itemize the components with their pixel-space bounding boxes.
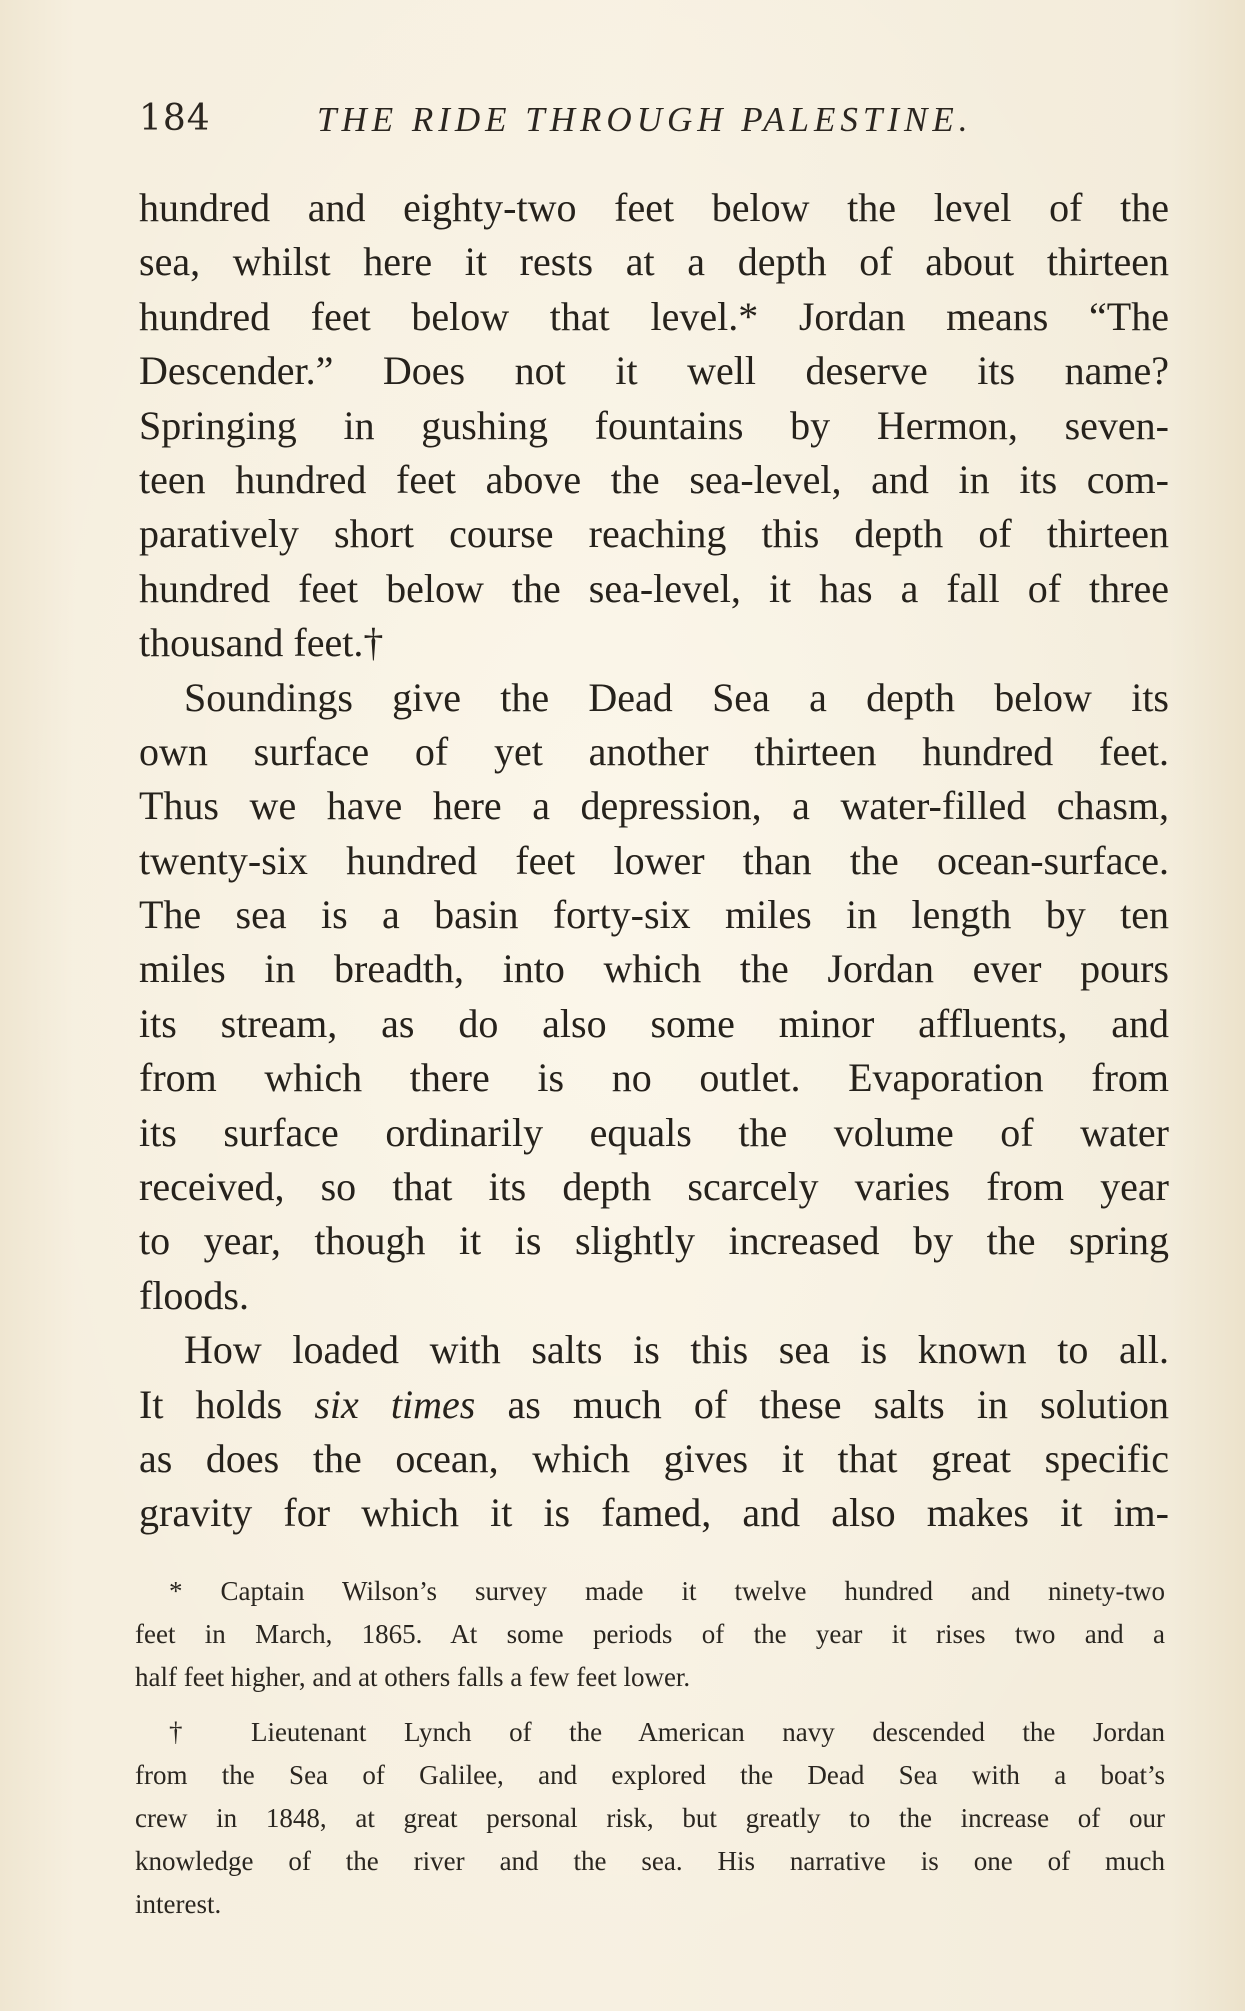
text-line: as does the ocean, which gives it that great specific [139,1435,1169,1481]
text-line: sea, whilst here it rests at a depth of about thirteen [139,239,1169,285]
text-line: gravity for which it is famed, and also makes it im- [139,1490,1169,1536]
footnote-line: knowledge of the river and the sea. His narrative is one of much [135,1846,1165,1876]
page-number: 184 [139,98,211,139]
text-line: thousand feet.† [139,620,384,666]
running-title: THE RIDE THROUGH PALESTINE. [317,100,973,139]
running-head [139,98,1019,158]
text-line: its stream, as do also some minor affluents, and [139,1000,1169,1046]
text-line: floods. [139,1272,249,1318]
footnote-line: from the Sea of Galilee, and explored the Dead Sea with a boat’s [135,1760,1165,1790]
text-line: own surface of yet another thirteen hundred feet. [139,728,1169,774]
paragraph-start-line: Soundings give the Dead Sea a depth below its [184,674,1169,720]
text-line: hundred and eighty-two feet below the level of the [139,185,1169,230]
text-line: its surface ordinarily equals the volume of water [139,1109,1169,1155]
text-line: to year, though it is slightly increased by the spring [139,1218,1169,1264]
text-line: Springing in gushing fountains by Hermon, seven- [139,402,1169,448]
footnote-lynch [135,1711,1165,1926]
text-line: paratively short course reaching this depth of thirteen [139,511,1169,557]
text-line: teen hundred feet above the sea-level, and in its com- [139,456,1169,502]
line-segment: It holds [139,1381,283,1427]
footnote-line: * Captain Wilson’s survey made it twelve hundred and ninety-two [169,1576,1165,1606]
footnote-line: † Lieutenant Lynch of the American navy descended the Jordan [169,1717,1165,1747]
text-line: received, so that its depth scarcely varies from year [139,1164,1169,1210]
footnote-line: half feet higher, and at others falls a few feet lower. [135,1662,691,1692]
text-line: Thus we have here a depression, a water-filled chasm, [139,783,1169,829]
text-line: Descender.” Does not it well deserve its name? [139,348,1169,394]
text-line: from which there is no outlet. Evaporation from [139,1055,1169,1101]
text-line: hundred feet below the sea-level, it has a fall of three [139,565,1169,611]
emphasis-text: six times [314,1381,476,1427]
body-text [139,181,1169,1541]
text-line: miles in breadth, into which the Jordan ever pours [139,946,1169,992]
footnote-line: crew in 1848, at great personal risk, but greatly to the increase of our [135,1803,1165,1833]
footnotes [135,1570,1165,1926]
footnote-wilson [135,1570,1165,1699]
paragraph-start-line: How loaded with salts is this sea is known to all. [184,1327,1169,1373]
text-line: hundred feet below that level.* Jordan means “The [139,293,1169,339]
text-line: The sea is a basin forty-six miles in length by ten [139,892,1169,938]
footnote-line: interest. [135,1889,222,1919]
line-segment: as much of these salts in solution [507,1381,1169,1427]
footnote-line: feet in March, 1865. At some periods of the year it rises two and a [135,1619,1165,1649]
text-line: twenty-six hundred feet lower than the ocean-surface. [139,837,1169,883]
text-line-with-emphasis [139,1378,1169,1432]
